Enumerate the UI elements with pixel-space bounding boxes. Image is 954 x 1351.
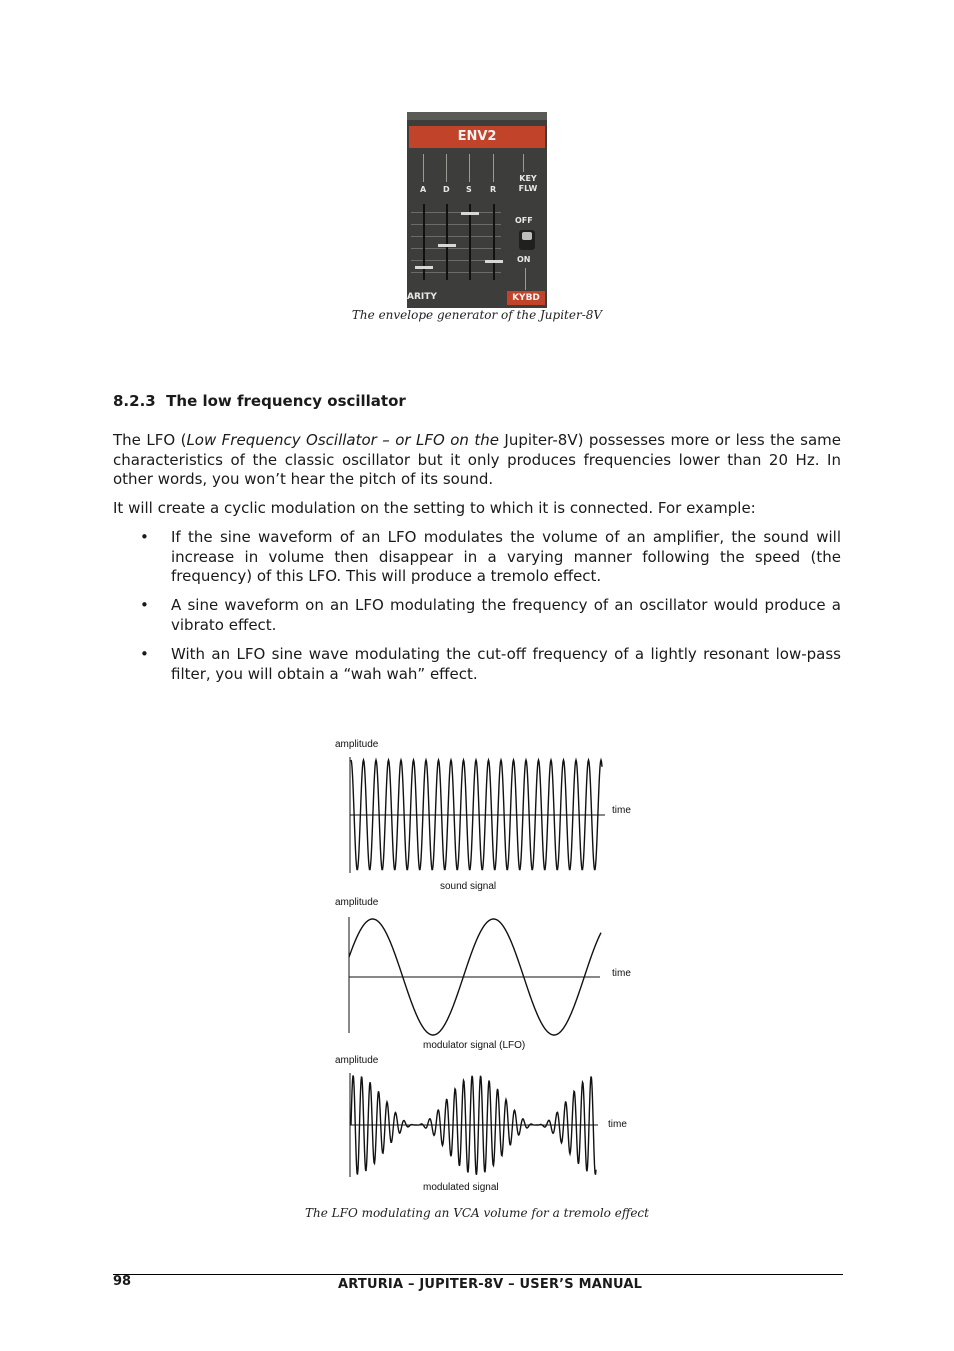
env2-panel-image (407, 112, 547, 308)
slider-knob-a[interactable] (415, 266, 433, 269)
slider-knob-d[interactable] (438, 244, 456, 247)
arrow-s (469, 154, 470, 182)
section-title: The low frequency oscillator (166, 392, 406, 410)
slider-knob-r[interactable] (485, 260, 503, 263)
switch-on-label: ON (517, 255, 531, 264)
page-number: 98 (113, 1274, 132, 1289)
slider-track-s (469, 204, 471, 280)
figure-caption-envelope: The envelope generator of the Jupiter-8V (351, 308, 603, 322)
bullet-marker: • (140, 596, 149, 614)
bullet-marker: • (140, 528, 149, 546)
section-number: 8.2.3 (113, 392, 156, 410)
key-flw-label (513, 174, 543, 194)
intro-italic: Low Frequency Oscillator – or LFO on the (186, 431, 499, 449)
slider-track-d (446, 204, 448, 280)
plot3-caption: modulated signal (423, 1182, 499, 1193)
bullet-item-vibrato: A sine waveform on an LFO modulating the frequency of an oscillator would produce a vibrato effect. (171, 596, 841, 634)
panel-top-strip (407, 112, 547, 120)
kybd-label: KYBD (507, 291, 545, 305)
paragraph-cyclic-modulation: It will create a cyclic modulation on the setting to which it is connected. For example: (113, 499, 756, 517)
plot1-amplitude-label: amplitude (335, 739, 379, 750)
footer-rule (113, 1274, 843, 1275)
flw-label: FLW (518, 184, 538, 193)
switch-off-label: OFF (515, 216, 533, 225)
intro-text-1: The LFO ( (113, 431, 187, 449)
polarity-label-partial: ARITY (407, 292, 437, 302)
figure-caption-lfo: The LFO modulating an VCA volume for a tremolo effect (305, 1206, 649, 1220)
key-follow-switch[interactable] (519, 230, 535, 250)
slider-label-d: D (443, 185, 450, 194)
bullet-item-wah-wah: With an LFO sine wave modulating the cut-off frequency of a lightly resonant low-pass filter, you will obtain a “wah wah” effect. (171, 645, 841, 683)
lfo-waveform-figure (330, 735, 640, 1195)
slider-knob-s[interactable] (461, 212, 479, 215)
slider-label-a: A (420, 185, 427, 194)
plot3-amplitude-label: amplitude (335, 1055, 379, 1066)
bullet-item-tremolo: If the sine waveform of an LFO modulates the volume of an amplifier, the sound will increase in volume then disappear in a varying manner following the speed (the frequency) of this LFO. This will produce a tremolo effect. (171, 528, 841, 585)
arrow-d (446, 154, 447, 182)
arrow-key-flw (523, 154, 524, 172)
key-label: KEY (519, 174, 537, 183)
section-heading (113, 392, 406, 410)
plot2-caption: modulator signal (LFO) (423, 1040, 526, 1051)
intro-paragraph (113, 431, 841, 490)
bullet-marker: • (140, 645, 149, 663)
plot2-time-label: time (612, 968, 631, 979)
plot3-time-label: time (608, 1119, 627, 1130)
intro-text-2: Jupiter-8V) possesses more or less the same characteristics of the classic oscillator but it only produces frequencies lower than 20 Hz. In other words, you won’t hear the pitch of its sound. (113, 431, 842, 488)
plot1-caption: sound signal (440, 881, 497, 892)
env2-title: ENV2 (409, 126, 545, 148)
plot2-amplitude-label: amplitude (335, 897, 379, 908)
switch-lever (522, 232, 532, 240)
arrow-r (493, 154, 494, 182)
slider-label-r: R (490, 185, 497, 194)
footer-title: ARTURIA – JUPITER-8V – USER’S MANUAL (338, 1277, 643, 1292)
arrow-kybd (525, 268, 526, 290)
plot1-time-label: time (612, 805, 631, 816)
slider-label-s: S (466, 185, 472, 194)
arrow-a (423, 154, 424, 182)
slider-track-r (493, 204, 495, 280)
